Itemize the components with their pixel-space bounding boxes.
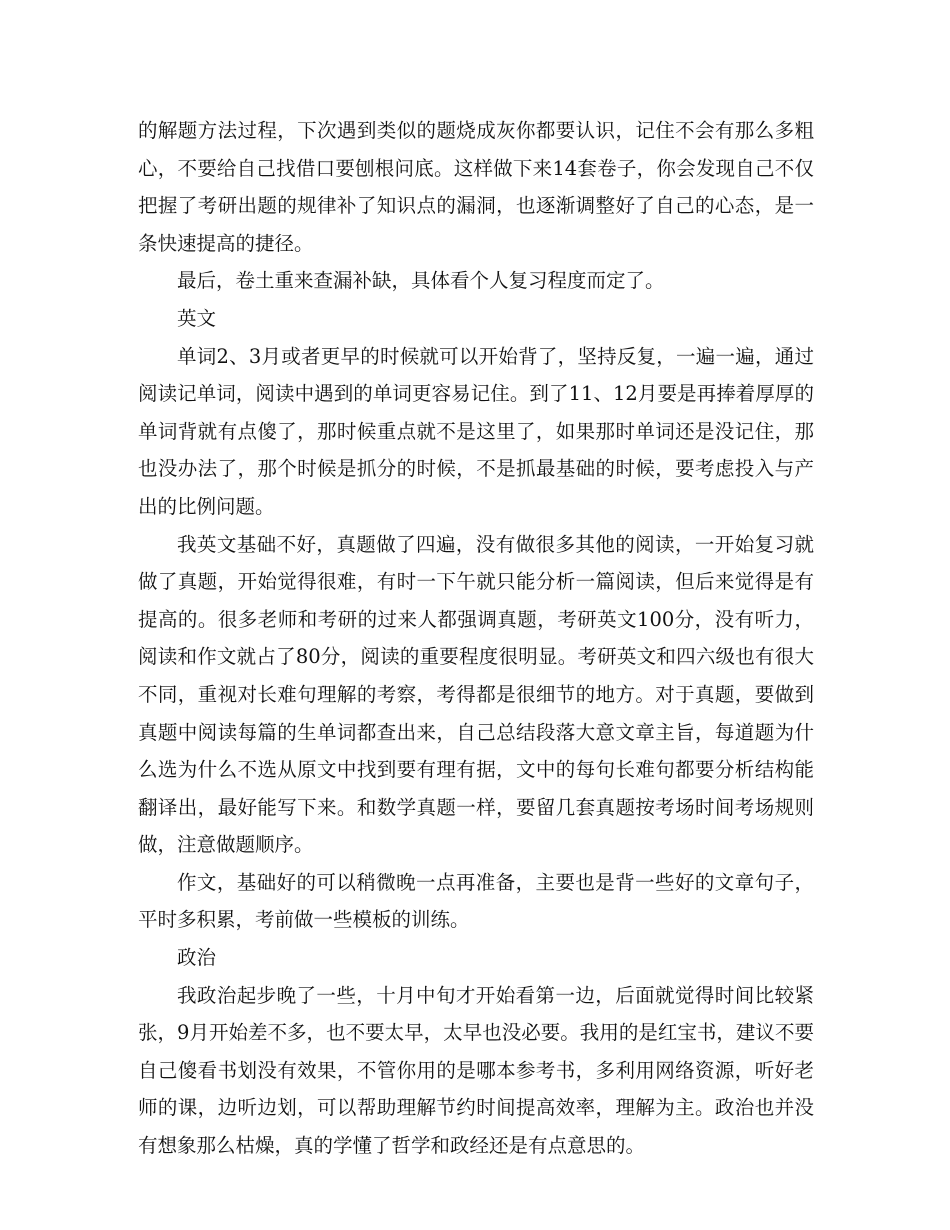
paragraph-vocabulary: 单词2、3月或者更早的时候就可以开始背了，坚持反复，一遍一遍，通过阅读记单词，阅读中遇到的单词更容易记住。到了11、12月要是再捧着厚厚的单词背就有点傻了，那时候重点就不是这里了，如果那时单词还是没记住，那也没办法了，那个时候是抓分的时候，不是抓最基础的时候，要考虑投入与产出的比例问题。	[138, 344, 814, 518]
section-heading-english: 英文	[177, 306, 217, 330]
paragraph-writing: 作文，基础好的可以稍微晚一点再准备，主要也是背一些好的文章句子，平时多积累，考前做一些模板的训练。	[138, 870, 814, 932]
document-page	[138, 112, 814, 1165]
paragraph-politics: 我政治起步晚了一些，十月中旬才开始看第一边，后面就觉得时间比较紧张，9月开始差不多，也不要太早，太早也没必要。我用的是红宝书，建议不要自己傻看书划没有效果，不管你用的是哪本参考书，多利用网络资源，听好老师的课，边听边划，可以帮助理解节约时间提高效率，理解为主。政治也并没有想象那么枯燥，真的学懂了哲学和政经还是有点意思的。	[138, 983, 814, 1158]
section-heading-politics: 政治	[177, 946, 217, 970]
paragraph-past-exams: 我英文基础不好，真题做了四遍，没有做很多其他的阅读，一开始复习就做了真题，开始觉得很难，有时一下午就只能分析一篇阅读，但后来觉得是有提高的。很多老师和考研的过来人都强调真题，考研英文100分，没有听力，阅读和作文就占了80分，阅读的重要程度很明显。考研英文和四六级也有很大不同，重视对长难句理解的考察，考得都是很细节的地方。对于真题，要做到真题中阅读每篇的生单词都查出来，自己总结段落大意文章主旨，每道题为什么选为什么不选从原文中找到要有理有据，文中的每句长难句都要分析结构能翻译出，最好能写下来。和数学真题一样，要留几套真题按考场时间考场规则做，注意做题顺序。	[138, 532, 814, 857]
paragraph-continued: 的解题方法过程，下次遇到类似的题烧成灰你都要认识，记住不会有那么多粗心，不要给自己找借口要刨根问底。这样做下来14套卷子，你会发现自己不仅把握了考研出题的规律补了知识点的漏洞，也逐渐调整好了自己的心态，是一条快速提高的捷径。	[138, 119, 814, 255]
paragraph-review: 最后，卷土重来查漏补缺，具体看个人复习程度而定了。	[177, 269, 665, 293]
